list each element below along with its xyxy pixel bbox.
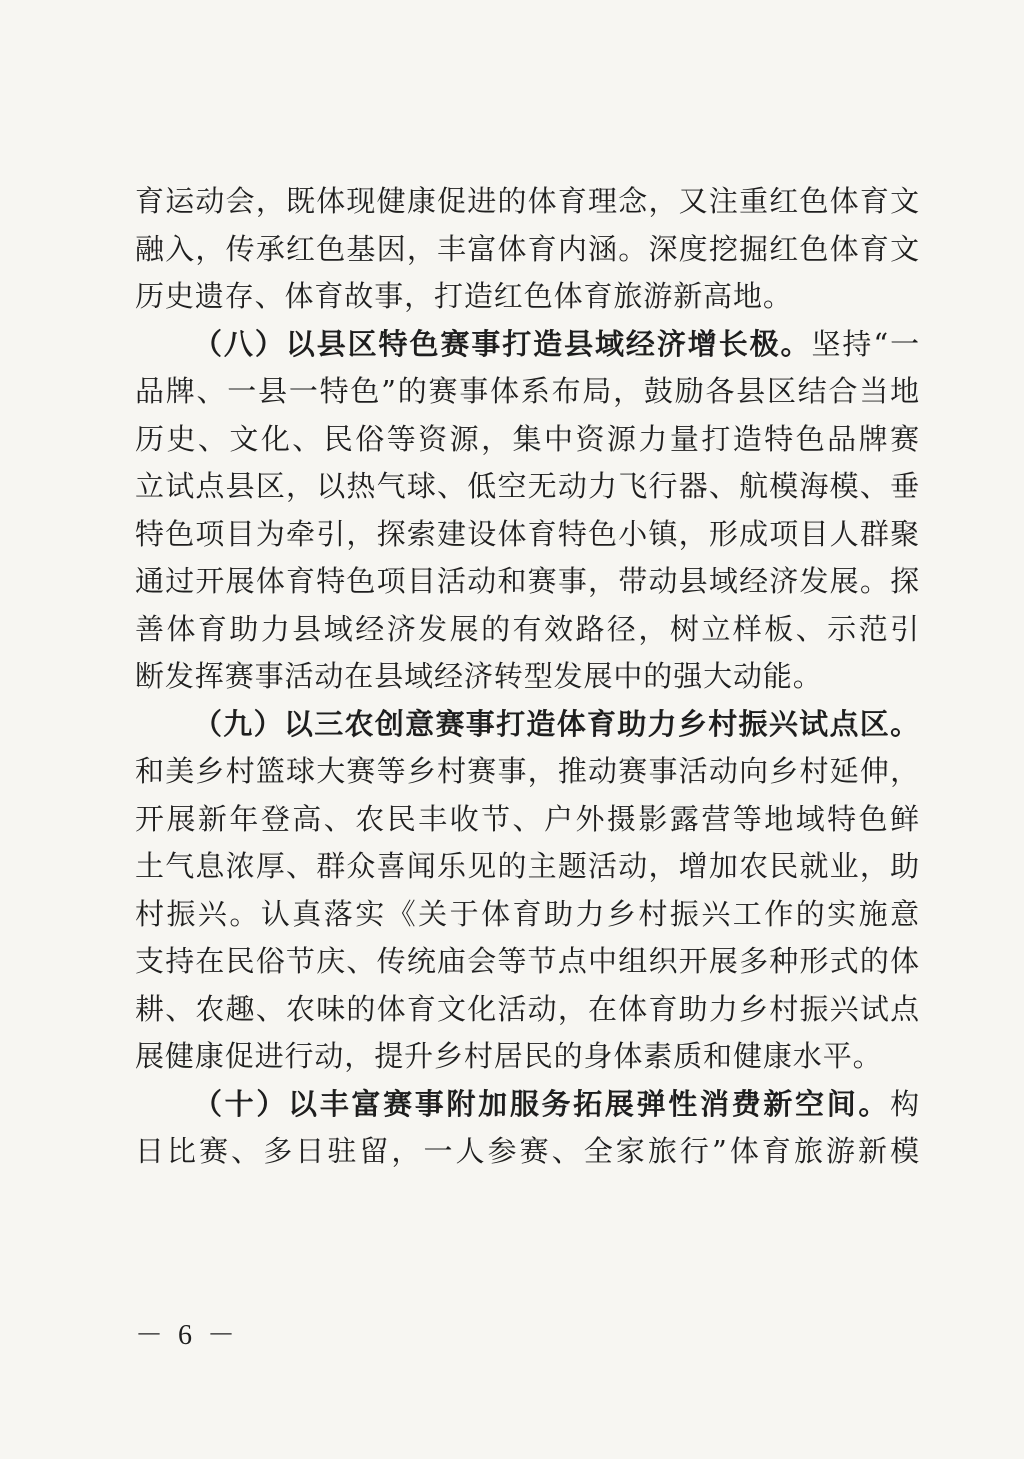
text-line: 开展新年登高、农民丰收节、户外摄影露营等地域特色鲜: [135, 801, 920, 836]
text-line: 立试点县区，以热气球、低空无动力飞行器、航模海模、垂: [135, 469, 920, 503]
section-10-heading: （十）以丰富赛事附加服务拓展弹性消费新空间。: [193, 1086, 891, 1121]
text-line: 支持在民俗节庆、传统庙会等节点中组织开展多种形式的体: [135, 944, 920, 978]
section-10-first-line: [135, 1081, 920, 1129]
text-line: 善体育助力县域经济发展的有效路径，树立样板、示范引: [135, 611, 920, 646]
text-line: 耕、农趣、农味的体育文化活动，在体育助力乡村振兴试点: [135, 991, 920, 1026]
body-text: [135, 178, 920, 1176]
text-line: 特色项目为牵引，探索建设体育特色小镇，形成项目人群聚: [135, 516, 920, 551]
text-line: 断发挥赛事活动在县域经济转型发展中的强大动能。: [135, 659, 823, 693]
section-9-heading: （九）以三农创意赛事打造体育助力乡村振兴试点区。: [193, 706, 920, 741]
text-line: 日比赛、多日驻留，一人参赛、全家旅行”体育旅游新模: [135, 1134, 920, 1168]
page-number: － 6 －: [135, 1320, 240, 1351]
text-line: 融入，传承红色基因，丰富体育内涵。深度挖掘红色体育文: [135, 231, 920, 266]
text-line: 和美乡村篮球大赛等乡村赛事，推动赛事活动向乡村延伸，: [135, 754, 920, 788]
text-line: 村振兴。认真落实《关于体育助力乡村振兴工作的实施意: [135, 896, 920, 931]
section-8-first-line: [135, 321, 920, 369]
section-8-heading: （八）以县区特色赛事打造县域经济增长极。: [193, 326, 812, 361]
text-line: 历史、文化、民俗等资源，集中资源力量打造特色品牌赛: [135, 421, 920, 456]
section-8-text: 坚持“一: [811, 326, 920, 361]
text-line: 历史遗存、体育故事，打造红色体育旅游新高地。: [135, 279, 793, 313]
text-line: 土气息浓厚、群众喜闻乐见的主题活动，增加农民就业，助: [135, 849, 920, 883]
text-line: 品牌、一县一特色”的赛事体系布局，鼓励各县区结合当地: [135, 374, 920, 408]
section-9-first-line: [135, 701, 920, 749]
text-line: 通过开展体育特色项目活动和赛事，带动县域经济发展。探: [135, 564, 920, 598]
section-10-text: 构: [890, 1086, 920, 1121]
text-line: 育运动会，既体现健康促进的体育理念，又注重红色体育文: [135, 184, 920, 218]
text-line: 展健康促进行动，提升乡村居民的身体素质和健康水平。: [135, 1039, 883, 1073]
